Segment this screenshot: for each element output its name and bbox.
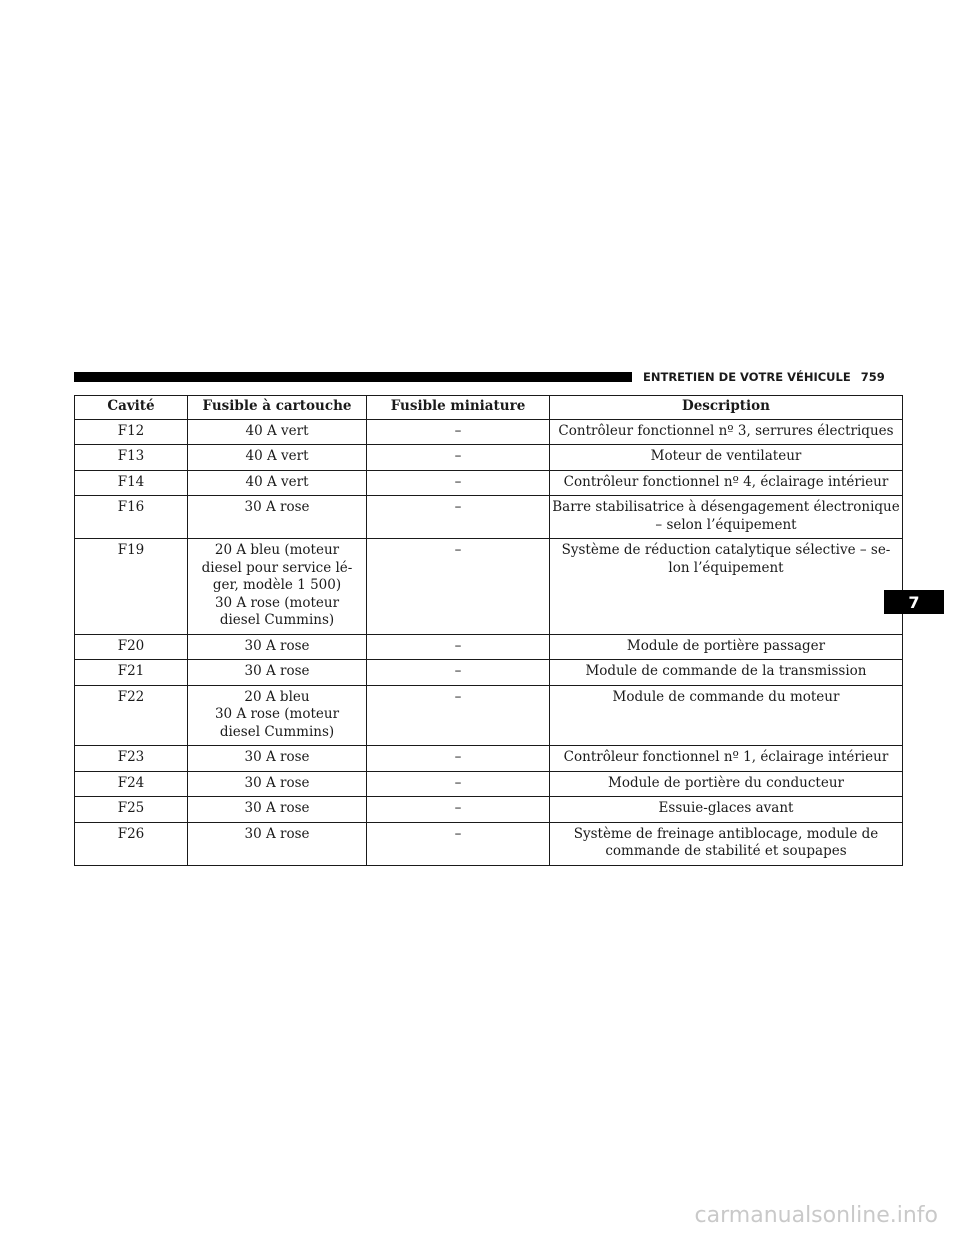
- cell-mini-fuse: –: [367, 470, 550, 496]
- cell-cartridge-fuse: 30 A rose: [188, 771, 367, 797]
- cell-cartridge-fuse: 30 A rose: [188, 634, 367, 660]
- table-row: [75, 419, 903, 445]
- chapter-tab: 7: [884, 590, 944, 614]
- cell-cartridge-fuse: 30 A rose: [188, 822, 367, 865]
- cell-description: Module de commande du moteur: [550, 685, 903, 746]
- fuse-table: [74, 395, 903, 866]
- cell-mini-fuse: –: [367, 419, 550, 445]
- table-row: [75, 660, 903, 686]
- cell-mini-fuse: –: [367, 634, 550, 660]
- cell-mini-fuse: –: [367, 685, 550, 746]
- cell-description: Module de commande de la transmission: [550, 660, 903, 686]
- cell-mini-fuse: –: [367, 822, 550, 865]
- cell-description: Module de portière passager: [550, 634, 903, 660]
- watermark-text: carmanualsonline.info: [694, 1203, 938, 1228]
- cell-cartridge-fuse: 40 A vert: [188, 419, 367, 445]
- table-row: [75, 797, 903, 823]
- cell-cavity: F16: [75, 496, 188, 539]
- section-title: ENTRETIEN DE VOTRE VÉHICULE: [643, 370, 851, 384]
- cell-cavity: F21: [75, 660, 188, 686]
- cell-cavity: F12: [75, 419, 188, 445]
- column-header-description: Description: [550, 396, 903, 420]
- cell-description: Contrôleur fonctionnel nº 4, éclairage intérieur: [550, 470, 903, 496]
- page-number: 759: [860, 370, 885, 384]
- cell-cartridge-fuse: 20 A bleu (moteur diesel pour service lé- ger, modèle 1 500) 30 A rose (moteur diesel Cummins): [188, 539, 367, 635]
- cell-cavity: F22: [75, 685, 188, 746]
- cell-description: Module de portière du conducteur: [550, 771, 903, 797]
- cell-cavity: F14: [75, 470, 188, 496]
- table-row: [75, 822, 903, 865]
- column-header-mini-fuse: Fusible miniature: [367, 396, 550, 420]
- cell-description: Contrôleur fonctionnel nº 1, éclairage intérieur: [550, 746, 903, 772]
- cell-cartridge-fuse: 20 A bleu 30 A rose (moteur diesel Cummins): [188, 685, 367, 746]
- cell-description: Essuie-glaces avant: [550, 797, 903, 823]
- column-header-cartridge-fuse: Fusible à cartouche: [188, 396, 367, 420]
- cell-cartridge-fuse: 40 A vert: [188, 445, 367, 471]
- cell-mini-fuse: –: [367, 445, 550, 471]
- table-row: [75, 746, 903, 772]
- cell-cavity: F26: [75, 822, 188, 865]
- cell-mini-fuse: –: [367, 746, 550, 772]
- cell-cartridge-fuse: 40 A vert: [188, 470, 367, 496]
- cell-mini-fuse: –: [367, 496, 550, 539]
- table-row: [75, 496, 903, 539]
- header-rule: [74, 372, 632, 382]
- table-row: [75, 470, 903, 496]
- table-row: [75, 634, 903, 660]
- cell-mini-fuse: –: [367, 771, 550, 797]
- cell-cavity: F19: [75, 539, 188, 635]
- table-row: [75, 685, 903, 746]
- cell-mini-fuse: –: [367, 660, 550, 686]
- cell-cavity: F24: [75, 771, 188, 797]
- cell-cartridge-fuse: 30 A rose: [188, 797, 367, 823]
- cell-description: Système de réduction catalytique sélective – se- lon l’équipement: [550, 539, 903, 635]
- cell-mini-fuse: –: [367, 539, 550, 635]
- cell-cartridge-fuse: 30 A rose: [188, 660, 367, 686]
- running-header: [643, 368, 883, 386]
- cell-mini-fuse: –: [367, 797, 550, 823]
- table-row: [75, 539, 903, 635]
- table-row: [75, 445, 903, 471]
- column-header-cavity: Cavité: [75, 396, 188, 420]
- cell-cavity: F25: [75, 797, 188, 823]
- cell-description: Moteur de ventilateur: [550, 445, 903, 471]
- cell-description: Contrôleur fonctionnel nº 3, serrures électriques: [550, 419, 903, 445]
- cell-description: Système de freinage antiblocage, module de commande de stabilité et soupapes: [550, 822, 903, 865]
- cell-cavity: F13: [75, 445, 188, 471]
- cell-cavity: F20: [75, 634, 188, 660]
- table-header-row: [75, 396, 903, 420]
- cell-cavity: F23: [75, 746, 188, 772]
- cell-cartridge-fuse: 30 A rose: [188, 746, 367, 772]
- cell-cartridge-fuse: 30 A rose: [188, 496, 367, 539]
- table-row: [75, 771, 903, 797]
- cell-description: Barre stabilisatrice à désengagement électronique – selon l’équipement: [550, 496, 903, 539]
